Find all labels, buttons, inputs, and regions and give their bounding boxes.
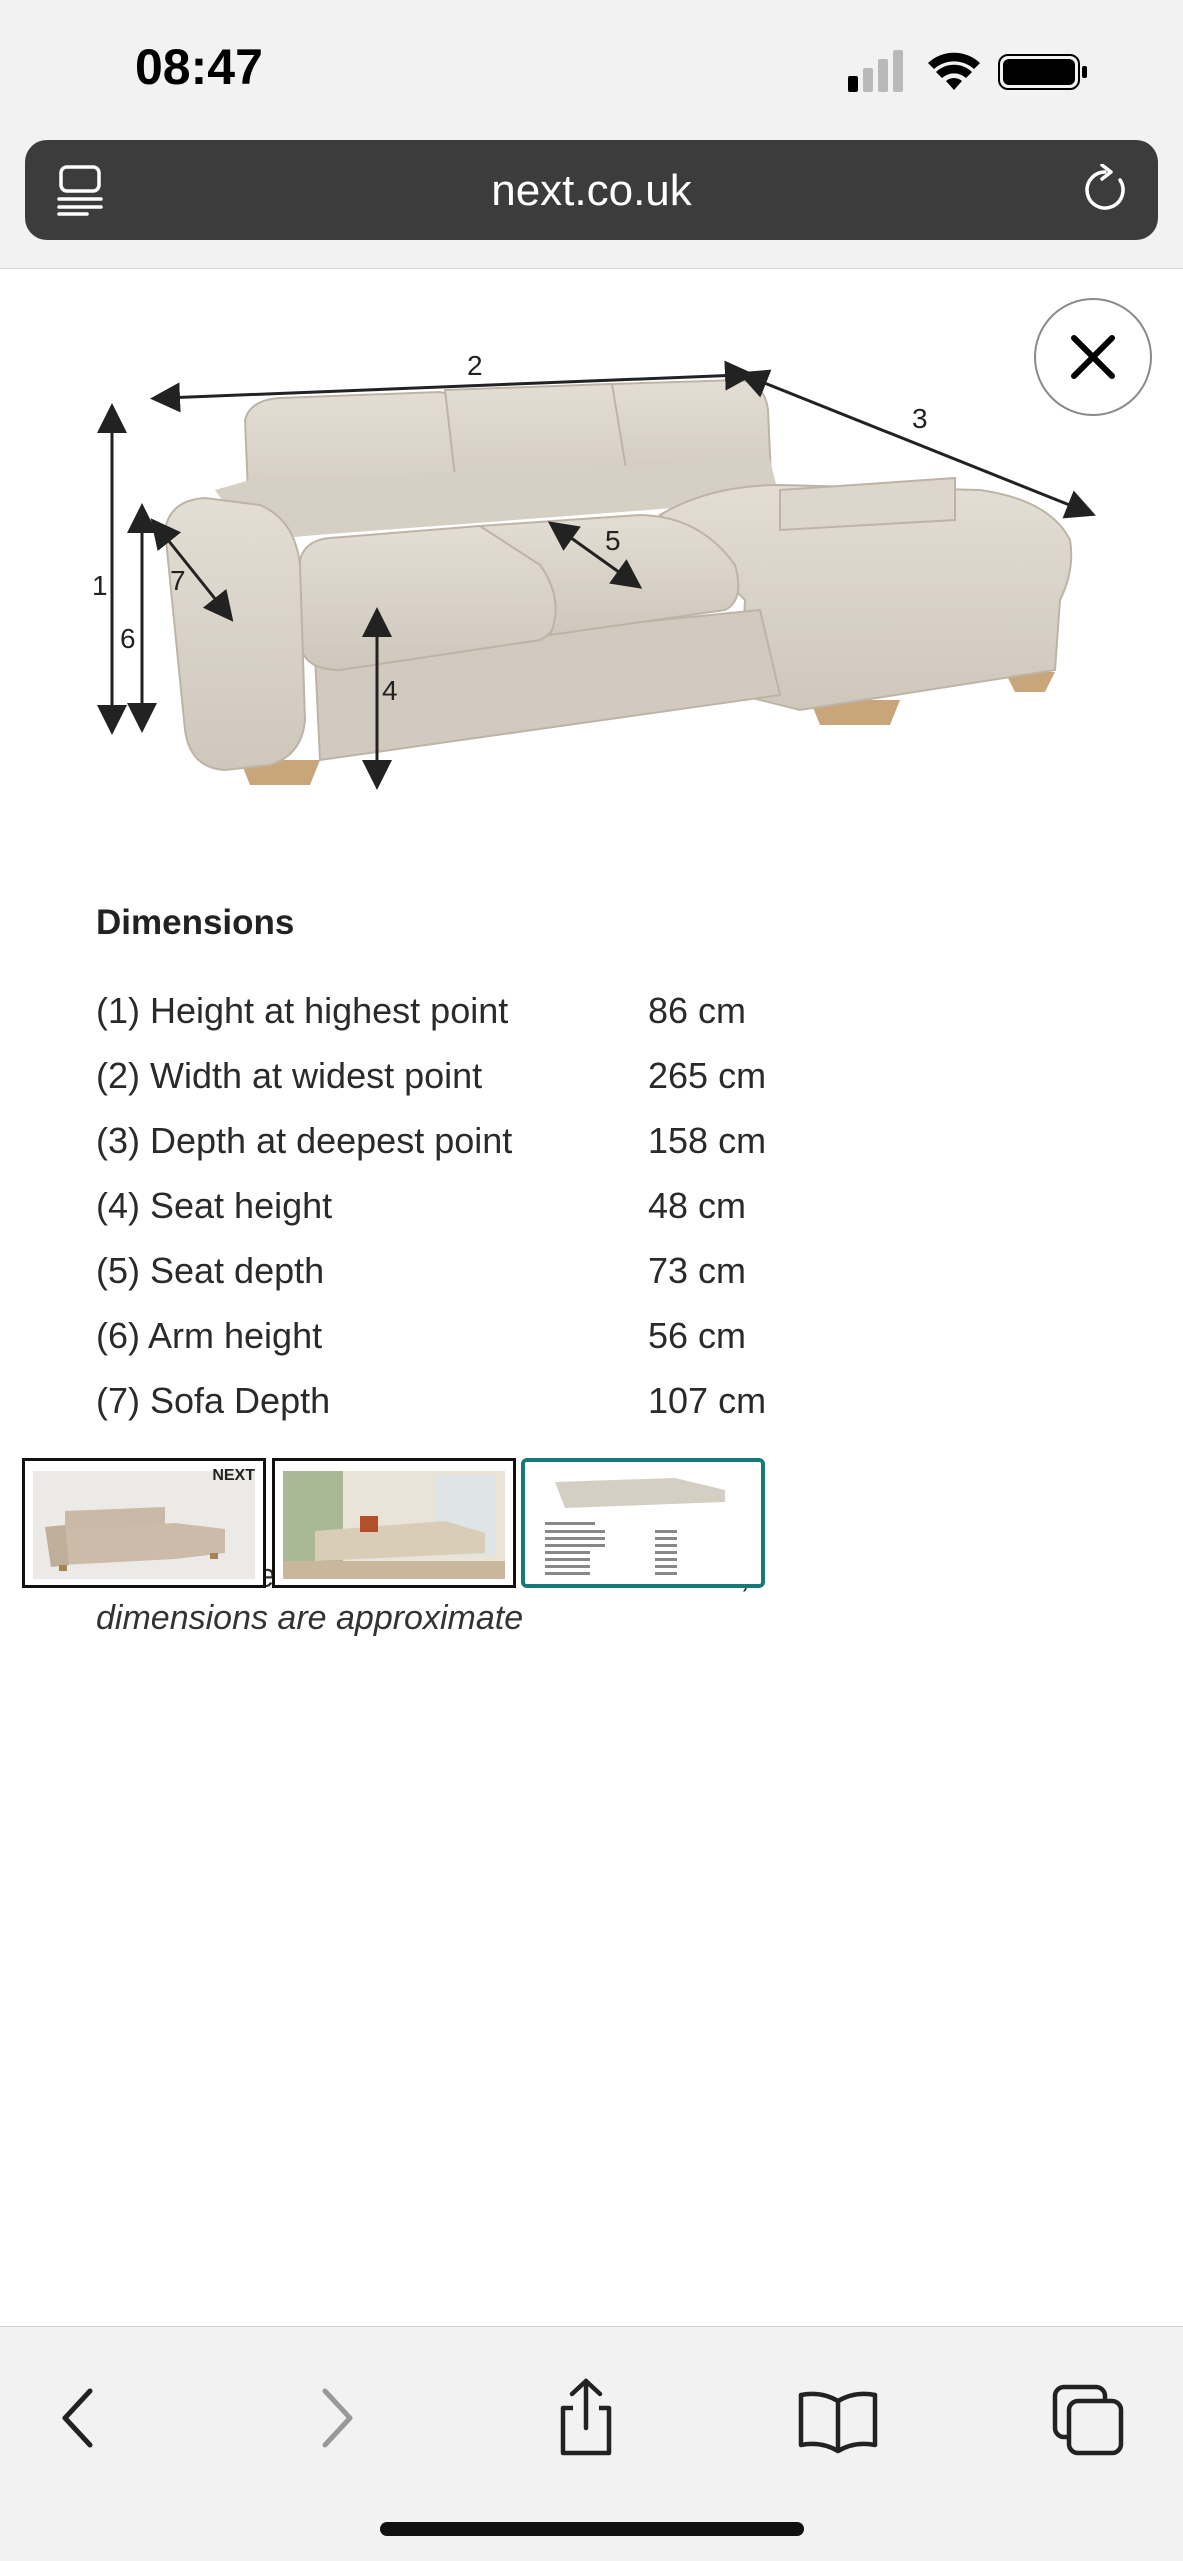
share-icon <box>541 2373 631 2463</box>
thumbnail-3-selected[interactable] <box>521 1458 765 1588</box>
dimension-label: (3) Depth at deepest point <box>96 1120 513 1161</box>
sofa-dimension-diagram <box>20 300 1130 860</box>
back-icon <box>35 2373 125 2463</box>
diagram-label-2: 2 <box>467 350 483 381</box>
room-thumbnail-image <box>275 1461 513 1585</box>
dimension-label: (1) Height at highest point <box>96 990 509 1031</box>
diagram-label-3: 3 <box>912 403 928 434</box>
dimension-value: 107 cm <box>648 1380 767 1421</box>
bookmarks-icon <box>793 2373 883 2463</box>
diagram-label-7: 7 <box>170 565 186 596</box>
dimension-value: 48 cm <box>648 1185 747 1226</box>
thumbnail-1[interactable] <box>22 1458 266 1588</box>
url-text[interactable]: next.co.uk <box>491 166 692 215</box>
url-bar[interactable] <box>25 140 1158 240</box>
thumbnail-brand: NEXT <box>212 1467 255 1484</box>
dimension-value: 158 cm <box>648 1120 767 1161</box>
wifi-icon <box>928 53 980 90</box>
left-arm <box>165 498 305 770</box>
status-time: 08:47 <box>135 39 263 95</box>
dimension-label: (6) Arm height <box>96 1315 323 1356</box>
dimension-label: (4) Seat height <box>96 1185 333 1226</box>
dimension-label: (7) Sofa Depth <box>96 1380 331 1421</box>
battery-icon <box>999 55 1087 89</box>
tabs-button[interactable] <box>1045 2373 1135 2463</box>
back-button[interactable] <box>35 2373 125 2463</box>
close-icon <box>1070 334 1116 380</box>
dimensions-title: Dimensions <box>96 903 295 942</box>
close-button[interactable] <box>1034 298 1152 416</box>
dimension-label: (2) Width at widest point <box>96 1055 483 1096</box>
share-button[interactable] <box>541 2373 631 2463</box>
home-indicator <box>380 2522 804 2536</box>
diagram-thumbnail-image <box>525 1462 761 1584</box>
browser-top-bar <box>0 140 1183 269</box>
diagram-label-1: 1 <box>92 570 108 601</box>
signal-icon <box>848 50 903 92</box>
reload-icon[interactable] <box>1080 164 1130 221</box>
status-bar <box>0 0 1183 140</box>
thumbnail-2[interactable] <box>272 1458 516 1588</box>
diagram-label-5: 5 <box>605 525 621 556</box>
dimension-value: 265 cm <box>648 1055 767 1096</box>
forward-button[interactable] <box>290 2373 380 2463</box>
status-icons <box>848 48 1088 92</box>
forward-icon <box>290 2373 380 2463</box>
tabs-icon <box>1045 2373 1135 2463</box>
dimension-label: (5) Seat depth <box>96 1250 325 1291</box>
dimension-value: 73 cm <box>648 1250 747 1291</box>
dimension-value: 56 cm <box>648 1315 747 1356</box>
diagram-label-4: 4 <box>382 675 398 706</box>
bookmarks-button[interactable] <box>793 2373 883 2463</box>
diagram-label-6: 6 <box>120 623 136 654</box>
dimension-value: 86 cm <box>648 990 747 1031</box>
note-line: dimensions are approximate <box>96 1599 524 1637</box>
